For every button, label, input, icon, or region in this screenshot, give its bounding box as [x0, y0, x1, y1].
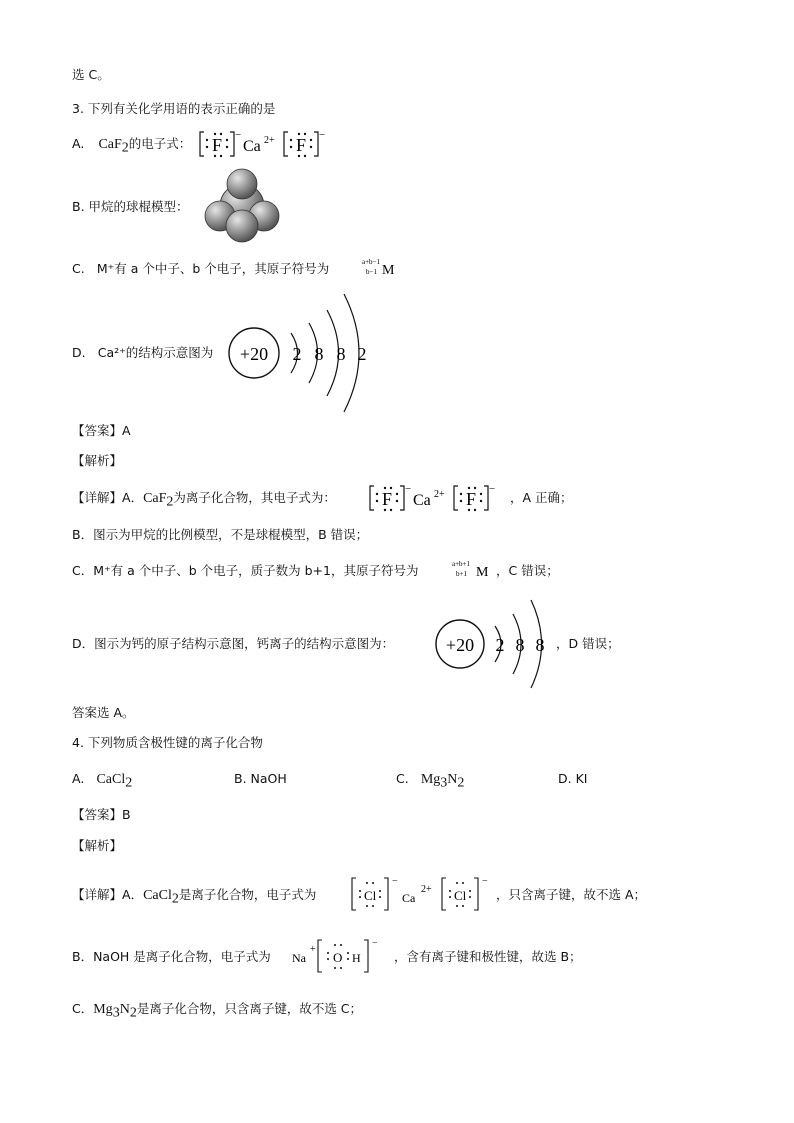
svg-text:+: +: [310, 944, 316, 955]
formula-sub: 2: [121, 140, 129, 156]
question-3-option-c: [72, 260, 329, 279]
detail-4-b-end: ，含有离子键和极性键，故选 B；: [394, 949, 582, 964]
detail-text: 是离子化合物，电子式为: [178, 887, 317, 902]
option-label: C.: [72, 261, 85, 276]
option-label: D.: [72, 345, 86, 360]
svg-text:F: F: [382, 489, 393, 509]
detail-3-d: D．图示为钙的原子结构示意图，钙离子的结构示意图为：: [72, 636, 395, 651]
svg-text:+20: +20: [445, 635, 475, 655]
ca-ion-structure-diagram: [432, 598, 562, 690]
svg-text:b+1: b+1: [456, 570, 467, 578]
answer-value: B: [122, 807, 131, 822]
svg-text:O: O: [333, 950, 343, 965]
svg-text:F: F: [296, 135, 307, 155]
svg-text:−: −: [482, 876, 488, 887]
svg-text:b−1: b−1: [366, 268, 377, 276]
svg-text:2+: 2+: [264, 135, 275, 146]
detail-3-a-end: ，A 正确；: [510, 490, 573, 505]
question-4-option-d: D. KI: [558, 771, 588, 786]
svg-text:Ca: Ca: [243, 138, 261, 155]
answer-label: 【答案】: [72, 423, 123, 438]
question-3-option-d: [72, 344, 213, 363]
option-label: A.: [72, 136, 85, 151]
question-3-option-b: B. 甲烷的球棍模型：: [72, 199, 189, 214]
isotope-symbol-detail: [452, 558, 496, 582]
svg-text:F: F: [466, 489, 477, 509]
question-3-stem: 3. 下列有关化学用语的表示正确的是: [72, 101, 276, 116]
detail-prefix: C．: [72, 1001, 94, 1016]
svg-text:8: 8: [336, 344, 346, 364]
detail-text: 是离子化合物，只含离子键，故不选 C；: [136, 1001, 363, 1016]
answer-4: [72, 806, 131, 825]
formula-sub: 2: [171, 891, 179, 907]
answer-3: [72, 422, 131, 441]
detail-3-b: B．图示为甲烷的比例模型，不是球棍模型，B 错误；: [72, 527, 369, 542]
question-4-option-a: [72, 770, 132, 793]
svg-text:8: 8: [314, 344, 324, 364]
formula: Mg: [93, 1002, 113, 1017]
question-3-option-a: [72, 135, 191, 158]
analysis-label-3: 【解析】: [72, 453, 123, 468]
detail-prefix: C．: [72, 563, 94, 578]
detail-label: 【详解】: [72, 887, 123, 902]
option-text: M⁺有 a 个中子、b 个电子，其原子符号为: [96, 261, 330, 276]
caf2-electron-formula: [196, 126, 336, 162]
prev-conclusion: 选 C。: [72, 67, 110, 82]
option-text: 的电子式：: [128, 136, 192, 151]
formula: CaCl: [143, 888, 172, 903]
detail-text: 为离子化合物，其电子式为：: [173, 490, 336, 505]
svg-text:Cl: Cl: [364, 888, 377, 903]
svg-text:Na: Na: [292, 951, 306, 965]
detail-4-a-end: ，只含离子键，故不选 A；: [496, 887, 647, 902]
svg-text:Ca: Ca: [402, 891, 416, 905]
detail-prefix: A．: [122, 887, 144, 902]
detail-4-c: C．$Mg_3N_2$是离子化合物，只含离子键，故不选 C；: [72, 1001, 363, 1021]
svg-text:−: −: [489, 483, 496, 495]
svg-text:−: −: [392, 876, 398, 887]
detail-4-a: [72, 886, 316, 909]
formula: CaF: [98, 137, 122, 152]
answer-label: 【答案】: [72, 807, 123, 822]
fluorine-symbol: F: [212, 135, 223, 155]
caf2-electron-formula-detail: [366, 480, 506, 516]
conclusion-3: 答案选 A。: [72, 705, 135, 720]
svg-text:M: M: [476, 565, 489, 580]
option-label: C.: [396, 771, 409, 786]
formula: Mg: [420, 772, 441, 787]
svg-text:H: H: [352, 951, 361, 965]
svg-text:−: −: [372, 938, 378, 949]
detail-label: 【详解】: [72, 490, 123, 505]
detail-3-c: [72, 562, 418, 581]
svg-text:a+b+1: a+b+1: [452, 560, 471, 568]
formula: CaF: [143, 491, 167, 506]
isotope-symbol-q: [362, 256, 402, 280]
svg-text:a+b−1: a+b−1: [362, 258, 381, 266]
formula-sub: 2: [166, 494, 174, 510]
answer-value: A: [122, 423, 131, 438]
svg-text:−: −: [319, 129, 326, 141]
svg-text:2+: 2+: [434, 489, 445, 500]
detail-3-a: [72, 489, 336, 512]
option-label: A.: [72, 771, 85, 786]
detail-text: M⁺有 a 个中子、b 个电子，质子数为 b+1，其原子符号为: [93, 563, 419, 578]
detail-3-c-end: ，C 错误；: [496, 563, 559, 578]
naoh-electron-formula: [290, 936, 390, 976]
svg-text:−: −: [235, 129, 242, 141]
svg-text:8: 8: [515, 635, 525, 655]
formula: CaCl: [96, 772, 126, 787]
svg-text:2: 2: [357, 344, 367, 364]
svg-text:2+: 2+: [421, 884, 432, 895]
question-4-option-c: C. $Mg_3N_2$: [396, 771, 465, 791]
svg-text:2: 2: [292, 344, 302, 364]
svg-text:Ca: Ca: [413, 492, 431, 509]
question-4-option-b: B. NaOH: [234, 771, 287, 786]
formula-sub: 2: [125, 775, 133, 791]
question-4-stem: 4. 下列物质含极性键的离子化合物: [72, 735, 263, 750]
option-text: Ca²⁺的结构示意图为: [97, 345, 214, 360]
svg-text:Cl: Cl: [454, 888, 467, 903]
detail-3-d-end: ，D 错误；: [556, 636, 620, 651]
svg-text:−: −: [405, 483, 412, 495]
svg-text:8: 8: [535, 635, 545, 655]
svg-text:2: 2: [495, 635, 505, 655]
ca-structure-diagram-q: [226, 290, 376, 414]
detail-prefix: A．: [122, 490, 144, 505]
cacl2-electron-formula: [348, 874, 496, 914]
svg-text:M: M: [382, 263, 395, 278]
detail-4-b: B．NaOH 是离子化合物，电子式为: [72, 949, 271, 964]
analysis-label-4: 【解析】: [72, 838, 123, 853]
methane-model-image: [200, 166, 284, 244]
svg-text:+20: +20: [239, 344, 269, 364]
